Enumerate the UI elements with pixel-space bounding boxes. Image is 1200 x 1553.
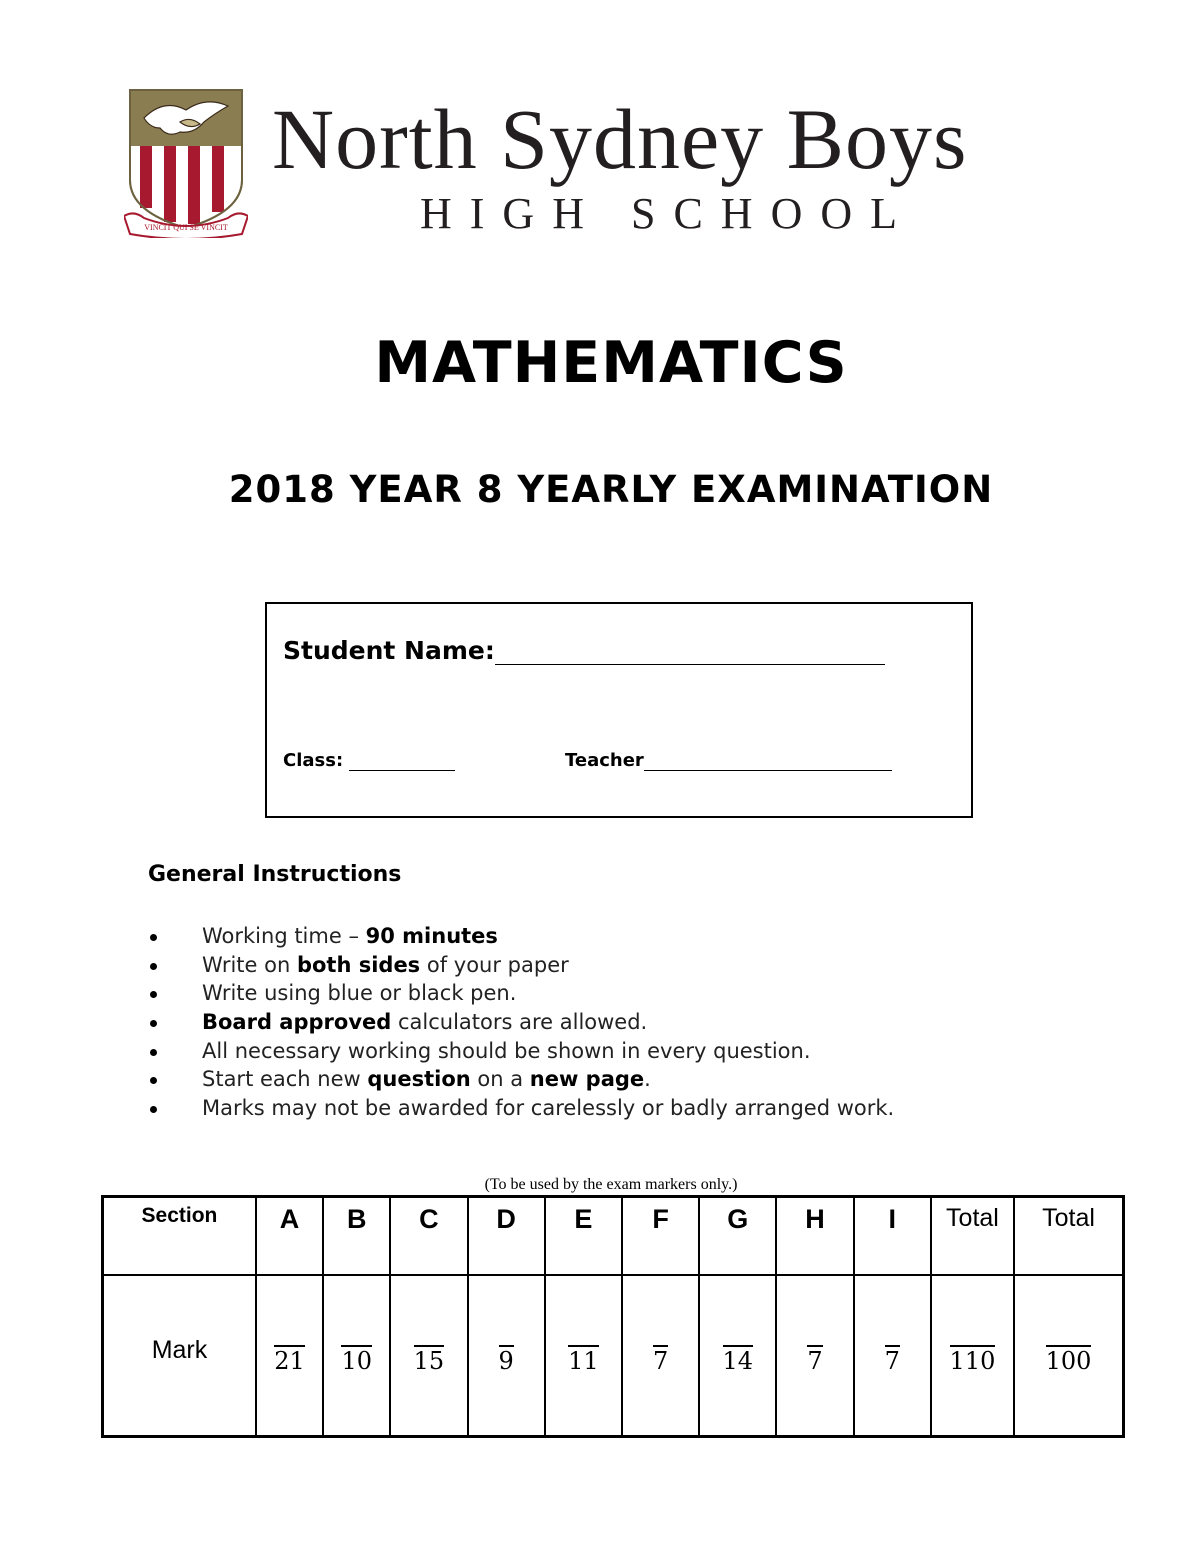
- max-mark: 7: [884, 1346, 900, 1375]
- class-label: Class:: [283, 750, 344, 771]
- mark-cell-b[interactable]: [323, 1275, 390, 1437]
- instruction-item: Start each new question on a new page.: [148, 1065, 894, 1094]
- section-e-header: E: [545, 1197, 622, 1275]
- section-header: Section: [103, 1197, 256, 1275]
- student-name-row: [283, 636, 885, 665]
- total-100-header: Total: [1014, 1197, 1123, 1275]
- mark-label: Mark: [151, 1336, 208, 1365]
- teacher-row: [565, 750, 892, 771]
- student-name-label: Student Name:: [283, 636, 495, 665]
- section-i-header: I: [854, 1197, 931, 1275]
- mark-cell-a[interactable]: [256, 1275, 323, 1437]
- exam-title: 2018 YEAR 8 YEARLY EXAMINATION: [228, 468, 994, 511]
- mark-cell-i[interactable]: [854, 1275, 931, 1437]
- school-name: North Sydney Boys: [272, 91, 968, 187]
- teacher-field[interactable]: [644, 752, 892, 771]
- section-h-header: H: [776, 1197, 853, 1275]
- instructions-list: [148, 922, 894, 1123]
- max-mark: 14: [722, 1346, 754, 1375]
- table-mark-row: [103, 1275, 1124, 1437]
- max-mark: 21: [274, 1346, 305, 1375]
- max-mark: 15: [413, 1346, 445, 1375]
- class-field[interactable]: [349, 752, 455, 771]
- marks-table: [101, 1195, 1125, 1438]
- mark-cell-g[interactable]: [699, 1275, 776, 1437]
- section-f-header: F: [622, 1197, 699, 1275]
- max-mark: 110: [949, 1346, 996, 1375]
- table-header-row: [103, 1197, 1124, 1275]
- max-mark: 9: [498, 1346, 514, 1375]
- marker-note: (To be used by the exam markers only.): [484, 1176, 738, 1193]
- instruction-item: Board approved calculators are allowed.: [148, 1008, 894, 1037]
- section-g-header: G: [699, 1197, 776, 1275]
- instruction-item: Write on both sides of your paper: [148, 951, 894, 980]
- section-b-header: B: [323, 1197, 390, 1275]
- crest-icon: [124, 88, 248, 238]
- section-d-header: D: [468, 1197, 545, 1275]
- mark-cell-d[interactable]: [468, 1275, 545, 1437]
- teacher-label: Teacher: [565, 750, 644, 771]
- mark-cell-total-100[interactable]: [1014, 1275, 1123, 1437]
- max-mark: 7: [807, 1346, 823, 1375]
- max-mark: 10: [341, 1346, 372, 1375]
- instructions-heading: General Instructions: [148, 862, 402, 887]
- section-a-header: A: [256, 1197, 323, 1275]
- student-name-field[interactable]: [495, 640, 885, 665]
- max-mark: 100: [1045, 1346, 1092, 1375]
- total-110-header: Total: [931, 1197, 1014, 1275]
- mark-cell-h[interactable]: [776, 1275, 853, 1437]
- svg-text:VINCIT QUI SE VINCIT: VINCIT QUI SE VINCIT: [144, 223, 228, 232]
- instruction-item: Working time – 90 minutes: [148, 922, 894, 951]
- mark-cell-c[interactable]: [390, 1275, 467, 1437]
- mark-cell-e[interactable]: [545, 1275, 622, 1437]
- mark-label-cell: [103, 1275, 256, 1437]
- school-subtitle: HIGH SCHOOL: [420, 189, 915, 238]
- section-c-header: C: [390, 1197, 467, 1275]
- subject-title: MATHEMATICS: [374, 330, 848, 396]
- school-crest-logo: [124, 88, 248, 238]
- mark-cell-total-110[interactable]: [931, 1275, 1014, 1437]
- student-details-box: [265, 602, 973, 818]
- class-row: [283, 750, 455, 771]
- max-mark: 11: [568, 1346, 599, 1375]
- mark-cell-f[interactable]: [622, 1275, 699, 1437]
- instruction-item: Write using blue or black pen.: [148, 979, 894, 1008]
- max-mark: 7: [652, 1346, 669, 1375]
- instruction-item: Marks may not be awarded for carelessly or badly arranged work.: [148, 1094, 894, 1123]
- instruction-item: All necessary working should be shown in every question.: [148, 1037, 894, 1066]
